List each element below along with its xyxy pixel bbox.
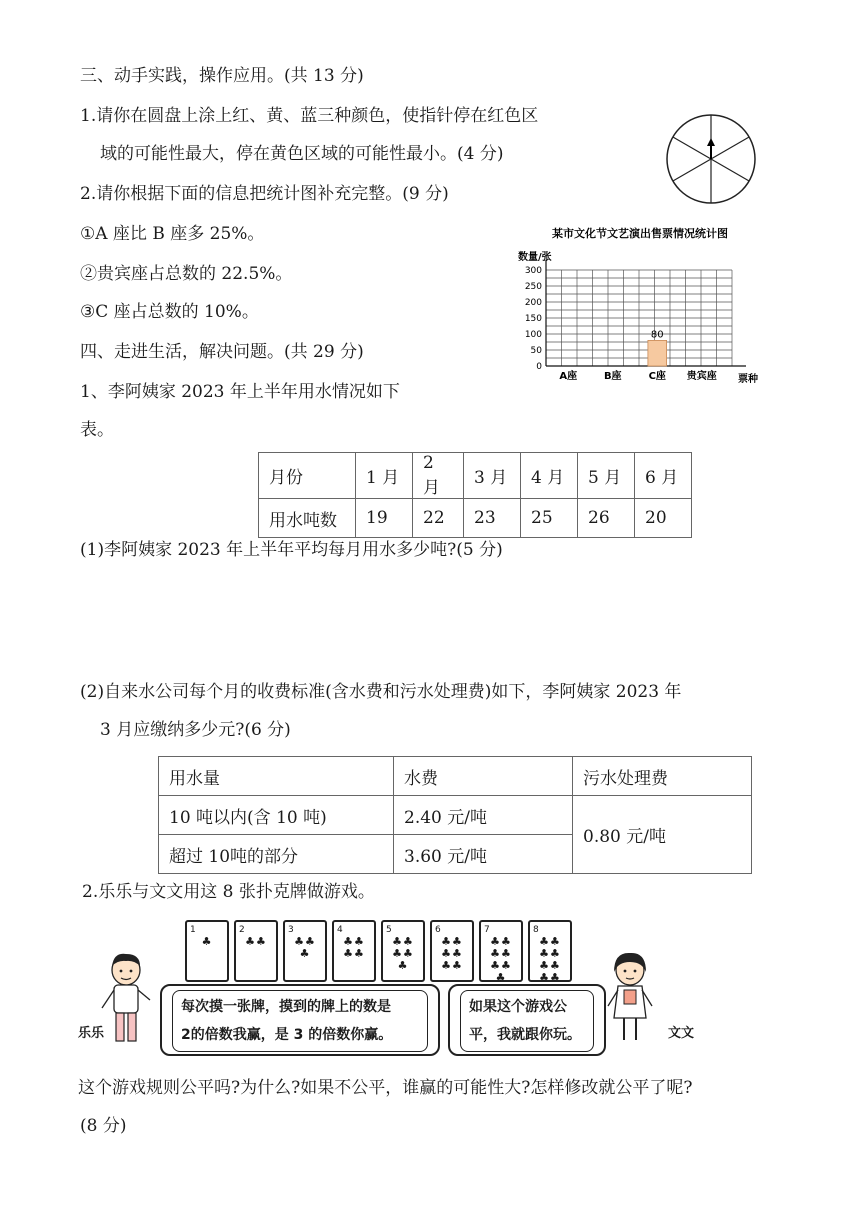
playing-card <box>283 920 327 982</box>
y-tick-label: 200 <box>524 298 542 308</box>
playing-card <box>332 920 376 982</box>
table-cell: 3.60 元/吨 <box>394 835 573 874</box>
card-rank: 5 <box>386 925 392 935</box>
table-cell: 超过 10吨的部分 <box>159 835 394 874</box>
wenwen-name: 文文 <box>668 1026 695 1041</box>
x-tick-label: C座 <box>648 371 666 382</box>
bar <box>648 340 667 366</box>
playing-card <box>430 920 474 982</box>
club-icon: ♣♣♣ <box>294 935 316 960</box>
table-cell: 20 <box>635 499 692 538</box>
table-cell: 4 月 <box>521 453 578 499</box>
table-cell: 用水吨数 <box>259 499 356 538</box>
q1-line2: 域的可能性最大，停在黄色区域的可能性最小。(4 分) <box>100 144 504 164</box>
wenwen-speech-line2: 平，我就跟你玩。 <box>469 1027 581 1043</box>
table-cell: 1 月 <box>356 453 413 499</box>
y-tick-label: 250 <box>524 282 542 292</box>
y-tick-label: 300 <box>524 266 542 276</box>
boy-illustration <box>96 950 156 1046</box>
y-tick-label: 150 <box>524 314 542 324</box>
table-cell: 月份 <box>259 453 356 499</box>
playing-cards <box>185 920 575 984</box>
club-icon: ♣♣♣♣ <box>343 935 365 960</box>
table-row <box>259 499 692 538</box>
table-cell: 23 <box>464 499 521 538</box>
chart-bars <box>648 329 667 366</box>
final-question-line1: 这个游戏规则公平吗?为什么?如果不公平，谁赢的可能性大?怎样修改就公平了呢? <box>78 1078 693 1098</box>
x-tick-label: A座 <box>559 371 578 382</box>
lele-name: 乐乐 <box>78 1026 105 1041</box>
ticket-chart <box>510 222 770 390</box>
spinner-disc <box>664 112 758 206</box>
wenwen-speech-bubble <box>448 984 606 1056</box>
chart-xlabel: 票种 <box>738 374 758 385</box>
chart-xlabels <box>559 369 716 382</box>
info-1: ①A 座比 B 座多 25%。 <box>80 224 265 244</box>
final-question-line2: (8 分) <box>80 1116 127 1136</box>
table-cell: 污水处理费 <box>573 757 752 796</box>
playing-card <box>234 920 278 982</box>
y-tick-label: 50 <box>530 346 542 356</box>
y-tick-label: 0 <box>536 362 542 372</box>
table-row <box>159 796 752 835</box>
x-tick-label: 贵宾座 <box>686 371 717 382</box>
sub-question-2-line2: 3 月应缴纳多少元?(6 分) <box>100 720 291 740</box>
girl-illustration <box>600 950 660 1046</box>
lele-speech-bubble <box>160 984 440 1056</box>
chart-ylabel: 数量/张 <box>518 252 552 263</box>
s4-q1-line2: 表。 <box>80 420 114 440</box>
s4-q1-line1: 1、李阿姨家 2023 年上半年用水情况如下 <box>80 382 400 402</box>
table-cell: 25 <box>521 499 578 538</box>
card-rank: 6 <box>435 925 441 935</box>
y-tick-label: 100 <box>524 330 542 340</box>
section3-heading: 三、动手实践，操作应用。(共 13 分) <box>80 66 364 86</box>
playing-card <box>528 920 572 982</box>
club-icon: ♣♣♣♣♣ <box>392 935 414 972</box>
section4-heading: 四、走进生活，解决问题。(共 29 分) <box>80 342 364 362</box>
club-icon: ♣♣♣♣♣♣♣ <box>490 935 512 984</box>
chart-grid <box>546 260 746 366</box>
playing-card <box>381 920 425 982</box>
bar-data-label: 80 <box>650 329 664 341</box>
s4-q2-line: 2.乐乐与文文用这 8 张扑克牌做游戏。 <box>82 882 375 902</box>
table-cell: 2 月 <box>413 453 464 499</box>
fee-table <box>158 756 752 874</box>
info-3: ③C 座占总数的 10%。 <box>80 302 259 322</box>
table-row <box>159 757 752 796</box>
card-rank: 3 <box>288 925 294 935</box>
playing-card <box>185 920 229 982</box>
q2-line: 2.请你根据下面的信息把统计图补充完整。(9 分) <box>80 184 449 204</box>
table-cell: 26 <box>578 499 635 538</box>
card-rank: 4 <box>337 925 343 935</box>
sub-question-1: (1)李阿姨家 2023 年上半年平均每月用水多少吨?(5 分) <box>80 540 503 560</box>
table-cell: 22 <box>413 499 464 538</box>
playing-card <box>479 920 523 982</box>
water-usage-table <box>258 452 692 538</box>
lele-speech-line2: 2的倍数我赢，是 3 的倍数你赢。 <box>181 1027 393 1043</box>
card-rank: 2 <box>239 925 245 935</box>
table-cell: 10 吨以内(含 10 吨) <box>159 796 394 835</box>
card-rank: 8 <box>533 925 539 935</box>
lele-speech-line1: 每次摸一张牌，摸到的牌上的数是 <box>181 999 391 1015</box>
chart-title: 某市文化节文艺演出售票情况统计图 <box>552 227 728 240</box>
club-icon: ♣ <box>201 935 213 948</box>
club-icon: ♣♣♣♣♣♣♣♣ <box>539 935 561 984</box>
chart-yticks <box>525 266 542 372</box>
club-icon: ♣♣♣♣♣♣ <box>441 935 463 972</box>
q1-line1: 1.请你在圆盘上涂上红、黄、蓝三种颜色，使指针停在红色区 <box>80 106 539 126</box>
table-cell: 用水量 <box>159 757 394 796</box>
table-cell: 19 <box>356 499 413 538</box>
info-2: ②贵宾座占总数的 22.5%。 <box>80 264 293 284</box>
table-cell: 6 月 <box>635 453 692 499</box>
card-rank: 7 <box>484 925 490 935</box>
table-cell: 0.80 元/吨 <box>573 796 752 874</box>
card-rank: 1 <box>190 925 196 935</box>
sub-question-2-line1: (2)自来水公司每个月的收费标准(含水费和污水处理费)如下，李阿姨家 2023 年 <box>80 682 682 702</box>
table-row <box>259 453 692 499</box>
table-cell: 3 月 <box>464 453 521 499</box>
table-cell: 水费 <box>394 757 573 796</box>
wenwen-speech-line1: 如果这个游戏公 <box>469 999 567 1015</box>
table-cell: 2.40 元/吨 <box>394 796 573 835</box>
x-tick-label: B座 <box>603 371 622 382</box>
table-cell: 5 月 <box>578 453 635 499</box>
club-icon: ♣♣ <box>245 935 267 948</box>
